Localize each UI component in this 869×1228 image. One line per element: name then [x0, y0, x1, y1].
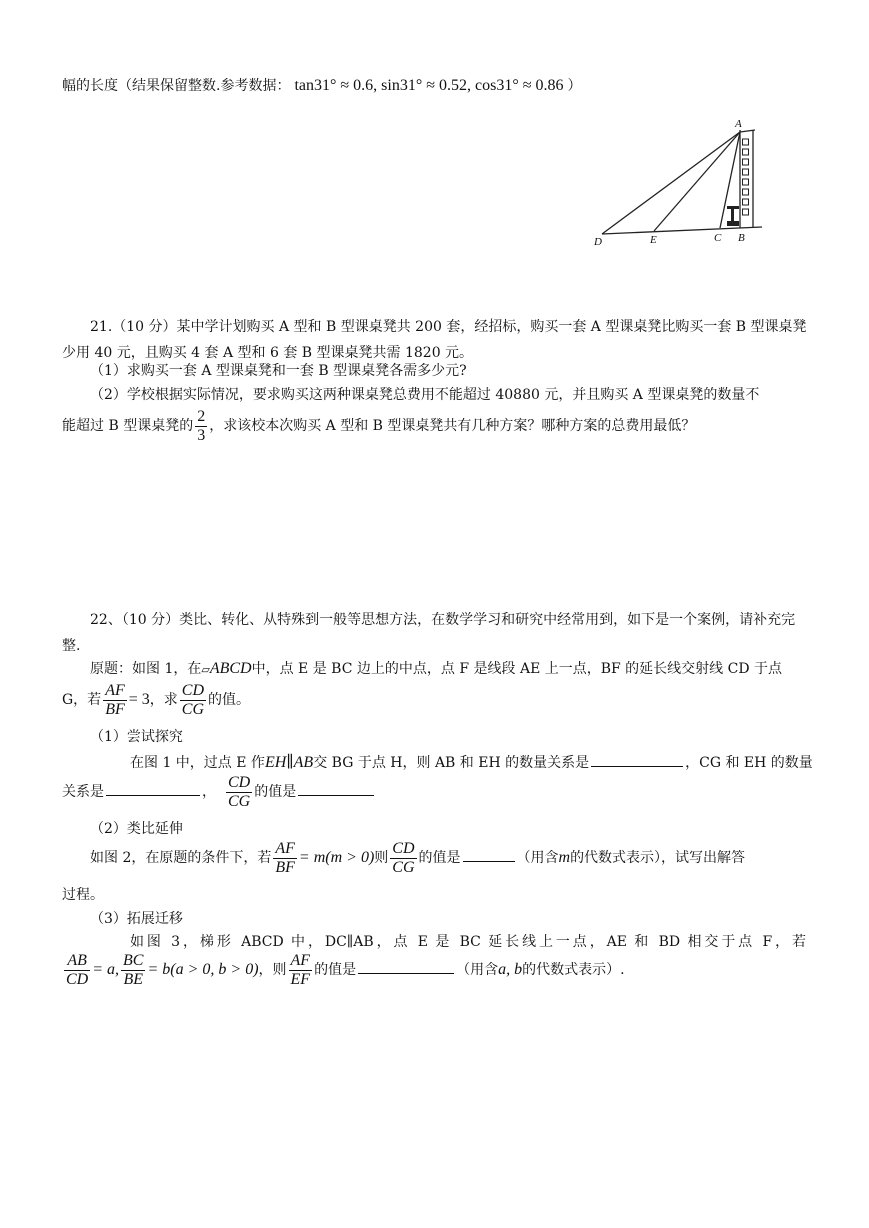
- reference-suffix: ）: [567, 78, 582, 94]
- frac-num: BC: [123, 951, 144, 969]
- pole-structure: [727, 206, 739, 226]
- line-AE: [654, 132, 740, 231]
- frac-num: AF: [290, 951, 311, 969]
- frac-num: CD: [228, 773, 251, 791]
- fraction-cd-cg: [226, 774, 252, 811]
- fraction-af-ef: [289, 952, 313, 989]
- answer-blank-ab[interactable]: [358, 972, 454, 974]
- eh-ab: EH∥AB: [264, 754, 314, 771]
- frac-den: 3: [197, 426, 206, 444]
- q22-s1-line2: [62, 770, 376, 814]
- frac-den: BF: [275, 858, 295, 876]
- geometry-figure: [590, 112, 790, 252]
- eq: = 3: [128, 691, 150, 708]
- text: 的值是: [314, 962, 357, 978]
- q22-s2-title: （2）类比延伸: [90, 821, 183, 837]
- reference-prefix: 幅的长度（结果保留整数.参考数据：: [62, 78, 291, 94]
- eq-b: = b(a > 0, b > 0): [147, 961, 259, 978]
- parallelogram-icon: ▱: [201, 663, 210, 676]
- label-A: A: [735, 118, 742, 130]
- var-ab: a, b: [498, 961, 523, 978]
- label-B: B: [738, 232, 745, 244]
- q21-part1: （1）求购买一套 A 型课桌凳和一套 B 型课桌凳各需多少元?: [90, 363, 467, 379]
- reference-data-line: [62, 75, 582, 95]
- eq-m: = m(m > 0): [298, 849, 375, 866]
- frac-den: BE: [123, 970, 144, 988]
- q21-intro: 21.（10 分）某中学计划购买 A 型和 B 型课桌凳共 200 套，经招标，购买一套 A 型课桌凳比购买一套 B 型课桌凳少用 40 元，且购买 4 套 A 型和 6 套 B 型课桌凳共需 1820 元。: [62, 319, 807, 361]
- trig-formula: tan31° ≈ 0.6, sin31° ≈ 0.52, cos31° ≈ 0.86: [294, 77, 564, 94]
- q22-original-line2: [62, 678, 250, 722]
- fraction-af-bf: [103, 682, 127, 719]
- text: 的值。: [208, 692, 250, 708]
- text: ，: [202, 784, 216, 800]
- q22-s2-line2: 过程。: [62, 887, 104, 903]
- frac-den: CG: [392, 858, 415, 876]
- text: 中，点 E 是 BC 边上的中点，点 F 是线段 AE 上一点，BF 的延长线交射线 CD 于点: [251, 661, 783, 677]
- label-D: D: [594, 236, 602, 248]
- text: 关系是: [62, 784, 104, 800]
- frac-den: CG: [228, 792, 251, 810]
- var-m: m: [558, 849, 571, 866]
- fraction-af-bf: [273, 840, 297, 877]
- frac-num: AB: [64, 952, 90, 971]
- frac-den: BF: [105, 700, 125, 718]
- fraction-cd-cg: [180, 682, 206, 719]
- q21-part2-line2: [62, 406, 695, 446]
- label-E: E: [650, 234, 657, 246]
- text: ，CG 和 EH 的数量: [685, 755, 813, 771]
- abcd: ABCD: [209, 660, 252, 677]
- answer-blank-cg-eh[interactable]: [106, 794, 200, 796]
- text: 如图 2，在原题的条件下，若: [90, 850, 272, 866]
- text: 的值是: [254, 784, 297, 800]
- q22-s3-line2: [62, 948, 625, 992]
- answer-blank-ab-eh[interactable]: [591, 765, 683, 767]
- text: 的代数式表示）.: [522, 962, 625, 978]
- text: 在图 1 中，过点 E 作: [130, 755, 265, 771]
- answer-blank-m[interactable]: [463, 860, 515, 862]
- answer-blank-ratio[interactable]: [298, 794, 374, 796]
- frac-den: EF: [290, 970, 311, 988]
- q22-s2-line1: [90, 836, 745, 880]
- line-AC: [720, 132, 740, 228]
- building-windows: [743, 139, 749, 215]
- text: ，求: [149, 692, 178, 708]
- frac-num: CD: [392, 839, 415, 857]
- text: 则: [374, 850, 389, 866]
- fraction-bc-be: [121, 952, 145, 989]
- line-AD: [602, 132, 740, 234]
- text: 交 BG 于点 H，则 AB 和 EH 的数量关系是: [313, 755, 590, 771]
- frac-den: CG: [181, 700, 204, 718]
- fraction-cd-cg: [390, 840, 416, 877]
- frac-num: AF: [105, 681, 125, 699]
- frac-num: CD: [181, 681, 204, 699]
- frac-num: 2: [197, 407, 206, 425]
- q21-text: 能超过 B 型课桌凳的: [62, 418, 194, 434]
- text: 的代数式表示），试写出解答: [570, 850, 746, 866]
- frac-num: AF: [275, 839, 295, 857]
- q22-s3-title: （3）拓展迁移: [90, 911, 183, 927]
- text: 的值是: [418, 850, 461, 866]
- text: 原题：如图 1，在: [90, 661, 202, 677]
- label-C: C: [714, 232, 722, 244]
- q21-part2-line1: （2）学校根据实际情况，要求购买这两种课桌凳总费用不能超过 40880 元，并且购买 A 型课桌凳的数量不: [90, 387, 760, 403]
- q22-intro: 22、（10 分）类比、转化、从特殊到一般等思想方法，在数学学习和研究中经常用到，如下是一个案例，请补充完整.: [62, 612, 796, 654]
- text: G，若: [62, 692, 102, 708]
- text: 如图 3，梯形 ABCD 中，DC∥AB，点 E 是 BC 延长线上一点，AE 和 BD 相交于点 F，若: [130, 934, 806, 950]
- text: （用含: [456, 962, 499, 978]
- text: （用含: [516, 850, 559, 866]
- eq-a: = a,: [92, 961, 120, 978]
- frac-den: CD: [66, 970, 89, 988]
- q22-s1-title: （1）尝试探究: [90, 729, 183, 745]
- text: ，则: [258, 962, 287, 978]
- fraction-two-thirds: [195, 408, 207, 445]
- fraction-ab-cd: [64, 952, 90, 989]
- q21-text: ，求该校本次购买 A 型和 B 型课桌凳共有几种方案？哪种方案的总费用最低？: [209, 418, 696, 434]
